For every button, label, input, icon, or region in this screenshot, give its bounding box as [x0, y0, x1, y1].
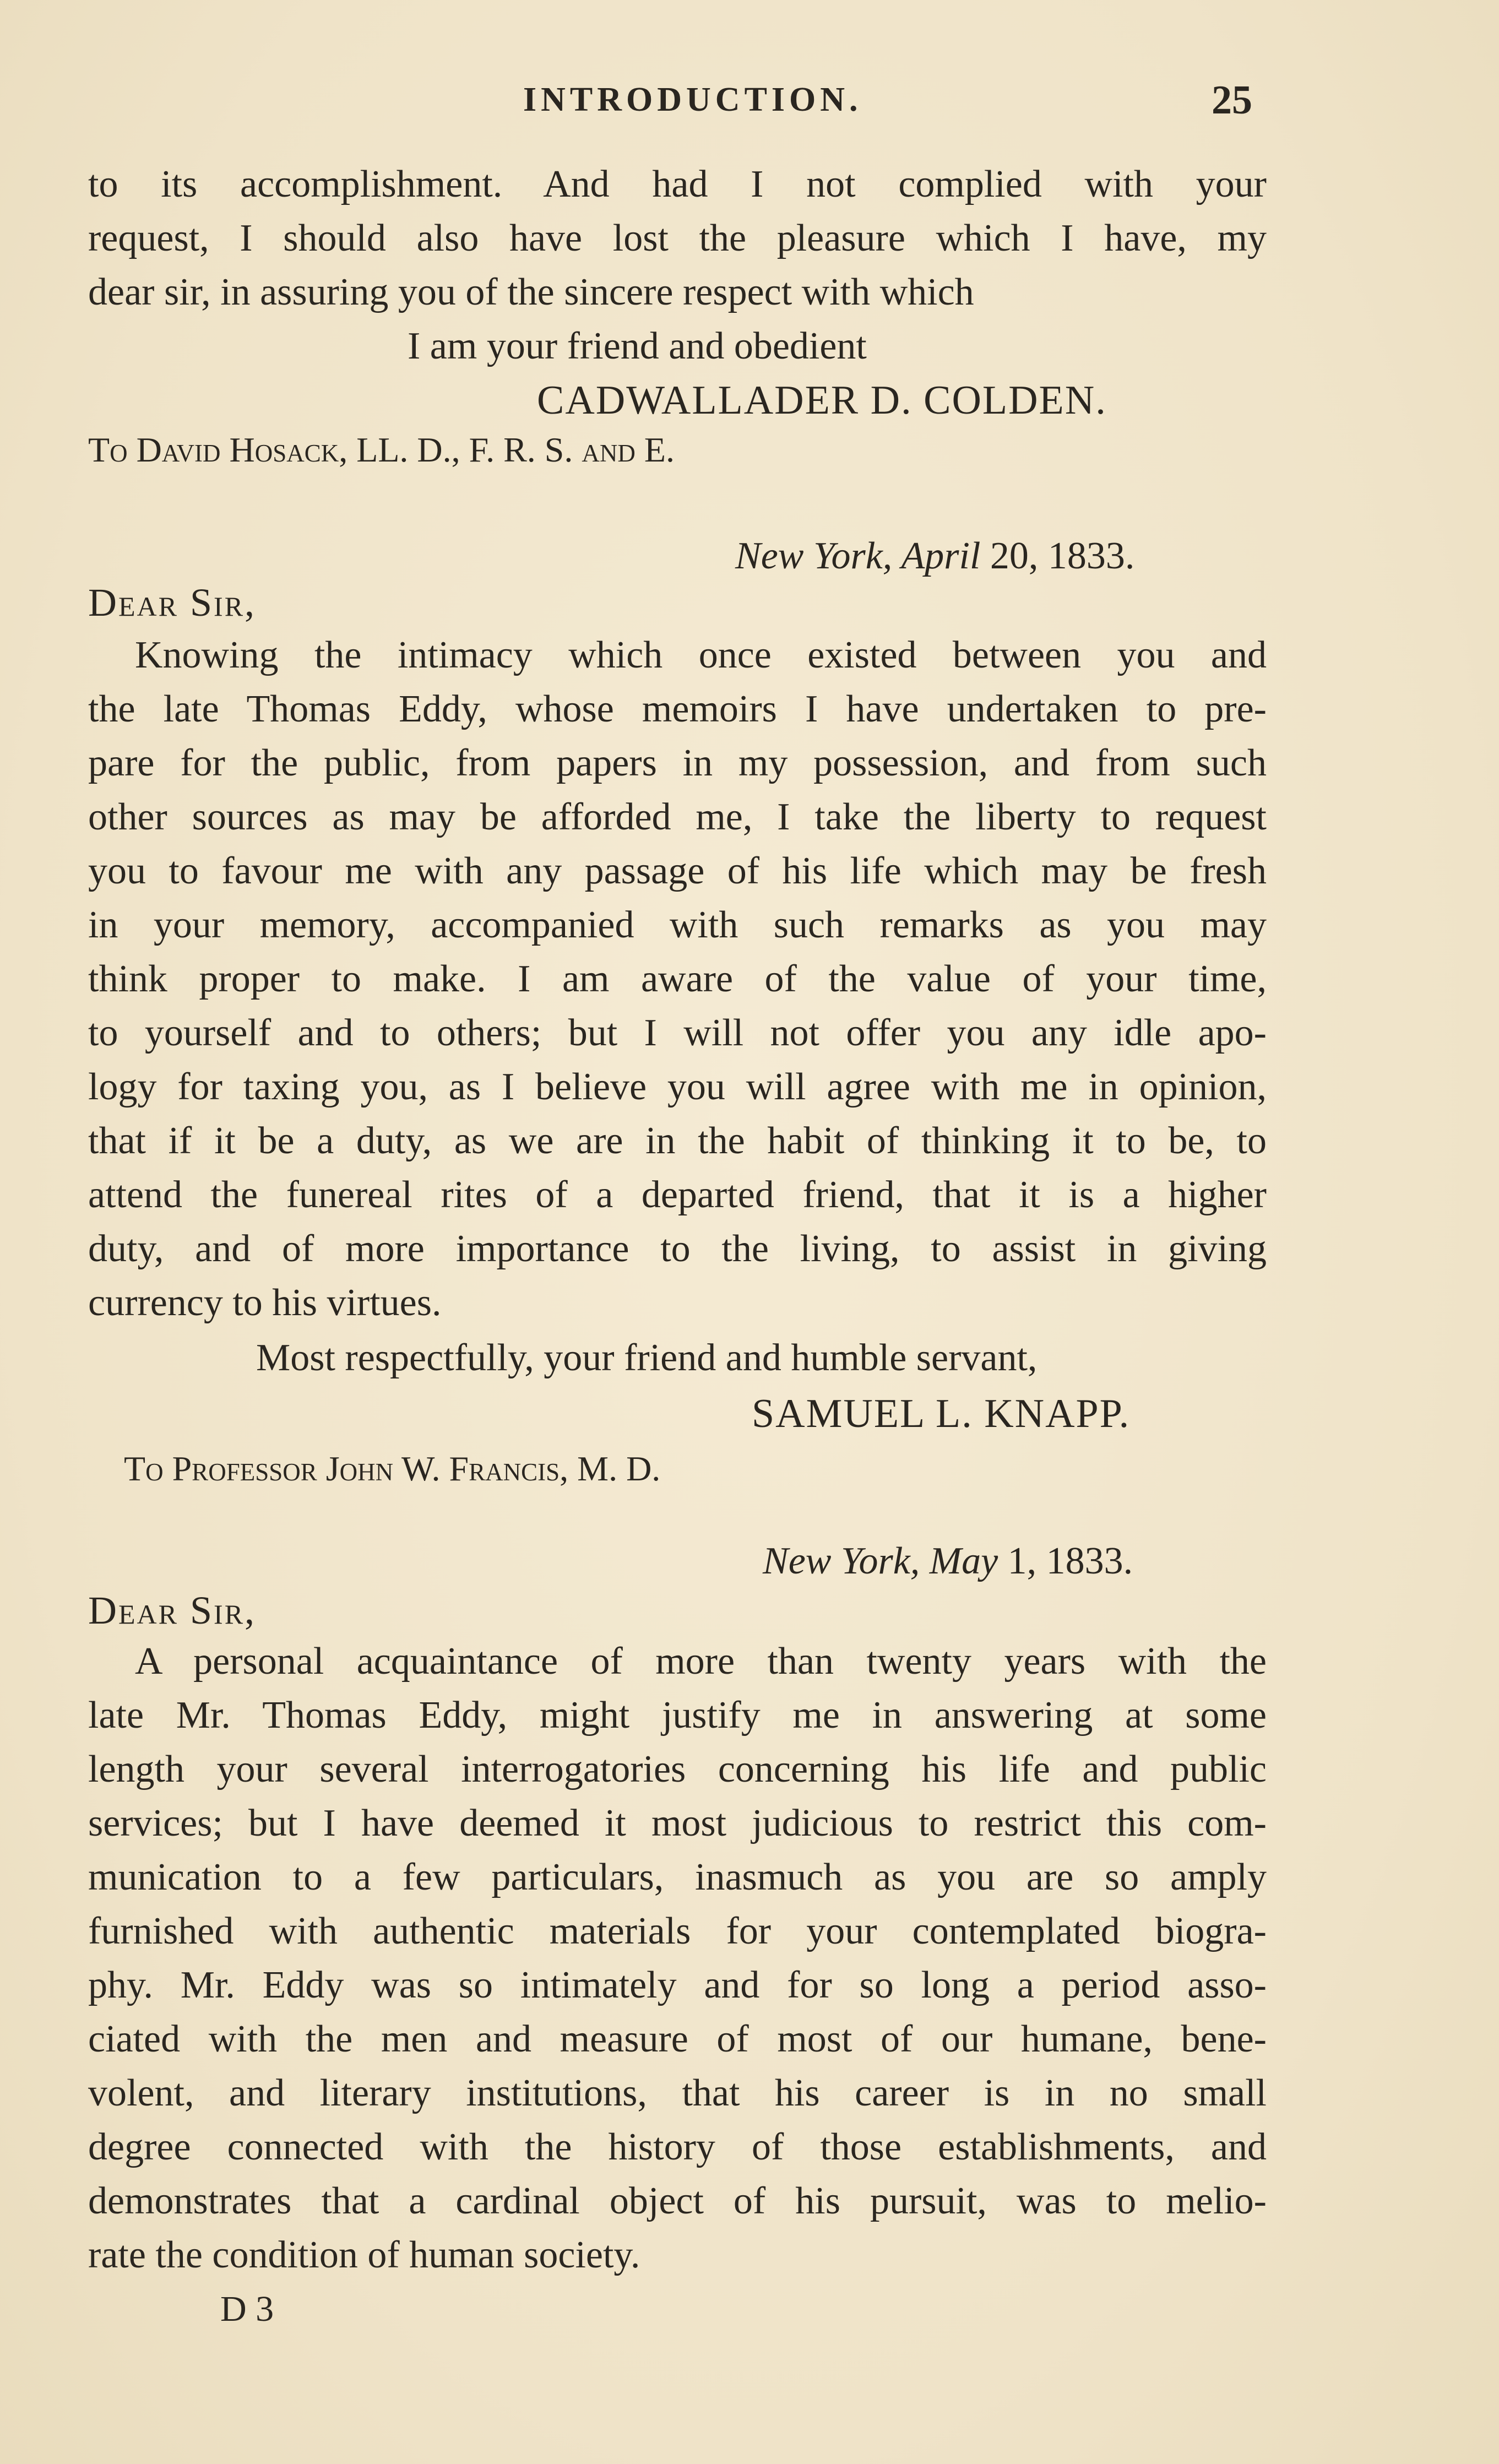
- body-line: furnished with authentic materials for your contemplated biogra-: [88, 1910, 1267, 1952]
- body-line: pare for the public, from papers in my possession, and from such: [88, 742, 1267, 784]
- letter-closing: I am your friend and obedient: [408, 325, 867, 367]
- body-line: you to favour me with any passage of his life which may be fresh: [88, 850, 1267, 892]
- dateline-date: 20, 1833.: [990, 535, 1135, 577]
- letter-closing: Most respectfully, your friend and humble servant,: [256, 1337, 1038, 1379]
- dateline-place: New York, May: [763, 1540, 998, 1582]
- body-line: degree connected with the history of those establishments, and: [88, 2126, 1267, 2168]
- body-line: attend the funereal rites of a departed friend, that it is a higher: [88, 1174, 1267, 1216]
- addressee-line: To Professor John W. Francis, M. D.: [124, 1449, 661, 1488]
- body-line: duty, and of more importance to the living, to assist in giving: [88, 1228, 1267, 1270]
- body-line: logy for taxing you, as I believe you will agree with me in opinion,: [88, 1066, 1267, 1108]
- body-line: services; but I have deemed it most judicious to restrict this com-: [88, 1802, 1267, 1844]
- body-line: length your several interrogatories concerning his life and public: [88, 1748, 1267, 1790]
- body-line: rate the condition of human society.: [88, 2234, 640, 2276]
- body-line: Knowing the intimacy which once existed between you and: [135, 634, 1267, 676]
- dateline: [735, 537, 1134, 576]
- dateline: [763, 1542, 1133, 1581]
- body-line: that if it be a duty, as we are in the habit of thinking it to be, to: [88, 1120, 1267, 1162]
- running-title: INTRODUCTION.: [523, 81, 862, 118]
- body-line: to its accomplishment. And had I not complied with your: [88, 163, 1267, 205]
- body-line: volent, and literary institutions, that his career is in no small: [88, 2072, 1267, 2114]
- signature-mark: D 3: [220, 2289, 274, 2329]
- page-number: 25: [1212, 78, 1252, 123]
- body-line: request, I should also have lost the pleasure which I have, my: [88, 217, 1267, 259]
- body-line: in your memory, accompanied with such remarks as you may: [88, 904, 1267, 946]
- body-line: late Mr. Thomas Eddy, might justify me in answering at some: [88, 1694, 1267, 1736]
- salutation: Dear Sir,: [88, 580, 257, 625]
- addressee-line: To David Hosack, LL. D., F. R. S. and E.: [88, 430, 675, 469]
- body-line: phy. Mr. Eddy was so intimately and for so long a period asso-: [88, 1964, 1267, 2006]
- body-line: to yourself and to others; but I will not offer you any idle apo-: [88, 1012, 1267, 1054]
- body-line: the late Thomas Eddy, whose memoirs I have undertaken to pre-: [88, 688, 1267, 730]
- body-line: dear sir, in assuring you of the sincere respect with which: [88, 271, 974, 313]
- body-line: munication to a few particulars, inasmuch as you are so amply: [88, 1856, 1267, 1898]
- dateline-date: 1, 1833.: [1007, 1540, 1133, 1582]
- letter-signature: CADWALLADER D. COLDEN.: [537, 378, 1107, 423]
- body-line: other sources as may be afforded me, I take the liberty to request: [88, 796, 1267, 838]
- salutation: Dear Sir,: [88, 1588, 257, 1632]
- body-line: ciated with the men and measure of most of our humane, bene-: [88, 2018, 1267, 2060]
- body-line: A personal acquaintance of more than twenty years with the: [135, 1640, 1267, 1683]
- body-line: think proper to make. I am aware of the value of your time,: [88, 958, 1267, 1000]
- body-line: demonstrates that a cardinal object of his pursuit, was to melio-: [88, 2180, 1267, 2222]
- letter-signature: SAMUEL L. KNAPP.: [752, 1391, 1131, 1436]
- body-line: currency to his virtues.: [88, 1282, 442, 1324]
- dateline-place: New York, April: [735, 535, 981, 577]
